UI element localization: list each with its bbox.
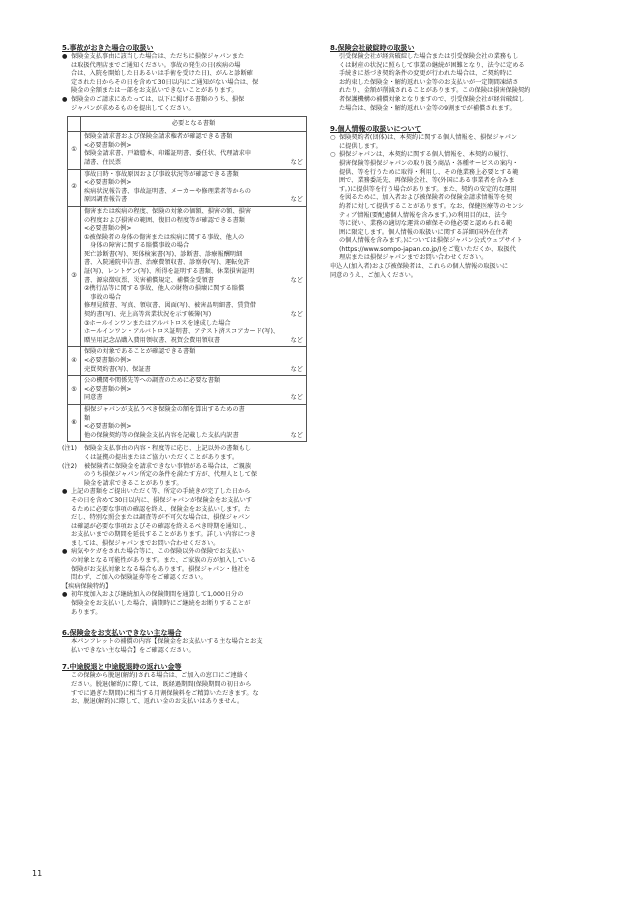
row-content	[81, 404, 307, 441]
text-line: お、脱退(解約)に際して、返れい金のお支払いはありません。	[71, 698, 244, 706]
text-line: 囲に限定します。個人情報の取扱いに関する詳細(国外在住者	[339, 228, 508, 236]
text-line: 険金を請求できることがあります。	[84, 479, 183, 487]
cell-line	[84, 159, 303, 168]
bullet-mark: ●	[62, 488, 68, 496]
table-body	[68, 132, 307, 442]
text-line: あります。	[71, 608, 102, 616]
bullet-mark: ○	[330, 151, 336, 159]
text-line: 者保護機構の補償対象となりますので、引受保険会社が経営破綻し	[339, 95, 525, 103]
text-line: れたり、金額が削減されることがあります。この保険は損害保険契約	[339, 87, 531, 95]
cell-text: 書、源泉徴収票、災害補償規定、補償金受領書	[84, 276, 214, 284]
text-line: の対象となる可能性があります。また、ご家族の方が加入している	[71, 557, 257, 565]
cell-text: 身体の障害に関する賠償事故の場合	[84, 242, 190, 250]
text-line: 病気やケガをされた場合等に、この保険以外の保険でお支払い	[71, 548, 245, 556]
text-line: 払いできない主な場合】をご確認ください。	[71, 646, 195, 654]
text-line: 保険がお支払対象となる場合もあります。損保ジャパン・他社を	[71, 565, 250, 573]
table-row	[68, 347, 307, 376]
row-content	[81, 347, 307, 376]
cell-line	[84, 386, 303, 395]
row-number: ⑥	[68, 404, 81, 441]
cell-line	[84, 150, 303, 159]
text-line: 保険金支払事由の内容・程度等に応じ、上記以外の書類もし	[84, 445, 252, 453]
bullet-item	[62, 488, 310, 548]
text-line: だし、特別な照会または調査等が不可欠な場合は、損保ジャパン	[71, 514, 251, 522]
section-6-body	[62, 638, 310, 655]
text-line: るために必要な事項の確認を終え、保険金をお支払いします。た	[71, 505, 251, 513]
section-7-body	[62, 672, 310, 706]
cell-line	[84, 179, 303, 188]
text-line: 保険契約者(団体)は、本契約に関する個人情報を、損保ジャパン	[339, 134, 517, 142]
text-line: ジャパンが求めるものを提出してください。	[71, 104, 195, 112]
cell-text: 売買契約書(写)、保証書	[84, 365, 151, 373]
section-8-body	[330, 53, 578, 113]
text-line: すでに過ぎた期間)に相当する月割保険料をご精算いただきます。な	[71, 689, 259, 697]
cell-text: ホールインワン・アルバトロス証明書、アテスト済スコアカード(写)、	[84, 328, 280, 336]
text-line: くは証拠の提出またはご協力いただくことがあります。	[84, 453, 239, 461]
text-line: 保険金支払事由に該当した場合は、ただちに損保ジャパンまた	[71, 53, 245, 60]
etc-mark: など	[290, 158, 303, 166]
text-line: 上記の書類をご提出いただく等、所定の手続きが完了した日から	[71, 488, 251, 496]
s9-bullet-2	[330, 151, 578, 263]
row-number: ⑤	[68, 376, 81, 405]
cell-text: ②携行品等に関する事故、他人の財物の損壊に関する賠償	[84, 285, 245, 293]
text-line: 手続きに基づき契約条件の変更が行われた場合は、ご契約時に	[339, 70, 513, 78]
text-line: 損保ジャパンは、本契約に関する個人情報を、本契約の履行、	[339, 151, 513, 159]
s5-bullet-2	[62, 96, 310, 113]
etc-mark: など	[290, 196, 303, 204]
text-line: は確認が必要な事項およびその確認を終えるべき時期を通知し、	[71, 522, 251, 530]
bullet-body	[71, 548, 310, 582]
cell-line	[84, 208, 303, 217]
etc-mark: など	[290, 394, 303, 402]
section-6-title: 6.保険金をお支払いできない主な場合	[62, 629, 182, 638]
row-number: ④	[68, 347, 81, 376]
cell-line	[84, 348, 303, 357]
right-column	[330, 44, 578, 280]
table-header-title: 必要となる書類	[81, 117, 307, 132]
cell-text: <必要書類の例>	[84, 385, 132, 393]
cell-line	[84, 415, 303, 424]
cell-text: 請書、住民票	[84, 158, 122, 166]
text-line: ティブ情報(要配慮個人情報を含みます。)の利用目的は、法令	[339, 211, 507, 219]
text-line: 初年度加入および継続加入の保険期間を通算して1,000日分の	[71, 591, 244, 599]
cell-line	[84, 268, 303, 277]
cell-line	[84, 337, 303, 346]
bullet-item	[62, 548, 310, 582]
text-line: 問わず、ご加入の保険証券等をご確認ください。	[71, 574, 207, 582]
cell-line	[84, 234, 303, 243]
cell-text: 同意書	[84, 394, 103, 402]
row-content	[81, 376, 307, 405]
text-line: この保険から脱退(解約)される場合は、ご加入の窓口にご連絡く	[71, 672, 250, 680]
cell-text: 保険の対象であることが確認できる書類	[84, 348, 196, 356]
cell-text: 事故日時・事故原因および事故状況等が確認できる書類	[84, 170, 239, 178]
text-line: 申込人(加入者)および被保険者は、これらの個人情報の取扱いに	[330, 263, 509, 271]
cell-text: 傷害または疾病の程度、保険の対象の価額、損害の額、損害	[84, 207, 252, 215]
page-number: 11	[32, 869, 43, 878]
cell-line	[84, 259, 303, 268]
bullet-mark: ●	[62, 53, 68, 60]
table-row	[68, 132, 307, 169]
note-item	[62, 445, 310, 462]
row-number: ③	[68, 206, 81, 347]
note-body	[84, 445, 310, 462]
cell-line	[84, 302, 303, 311]
text-line: 保険金のご請求にあたっては、以下に掲げる書類のうち、損保	[71, 95, 245, 103]
s9-consent-text	[330, 263, 578, 280]
section-7-title: 7.中途脱退と中途脱退時の返れい金等	[62, 663, 182, 672]
cell-line	[84, 133, 303, 142]
cell-line	[84, 277, 303, 286]
s9-b2-body	[339, 151, 578, 263]
cell-text: 保険金請求書および保険金請求権者が確認できる書類	[84, 133, 233, 141]
row-content	[81, 132, 307, 169]
text-line: (https://www.sompo-japan.co.jp/)をご覧いただくか、取扱代	[339, 245, 516, 253]
special-clause-body	[71, 591, 310, 617]
text-line: た場合は、保険金・解約返れい金等の9割までが補償されます。	[339, 104, 516, 112]
bullet-mark: ●	[62, 548, 68, 556]
cell-line	[84, 217, 303, 226]
cell-line	[84, 423, 303, 432]
text-line: 理店または損保ジャパンまでお問い合わせください。	[339, 254, 488, 262]
cell-line	[84, 377, 303, 386]
text-line: に提供します。	[339, 142, 382, 150]
text-line: のうち損保ジャパン所定の条件を満たす方が、代理人として保	[84, 471, 258, 479]
special-clause-label: 【疾病保険特約】	[62, 582, 112, 590]
section-8-title: 8.保険会社破綻時の取扱い	[330, 44, 415, 52]
table-header-row	[68, 117, 307, 132]
bullet-mark: ●	[62, 95, 68, 103]
text-line: お支払いまでの期間を延長することがあります。詳しい内容につき	[71, 531, 257, 539]
note-item	[62, 463, 310, 489]
s9-b1-body	[339, 134, 578, 151]
cell-line	[84, 171, 303, 180]
s5-bullets-extra	[62, 488, 310, 583]
cell-text: 損保ジャパンが支払うべき保険金の額を算出するための書	[84, 405, 245, 413]
text-line: 険金の全額または一部をお支払いできないことがあります。	[71, 87, 238, 95]
cell-text: 書、入院通院申告書、治療費領収書、診察券(写)、運転免許	[84, 259, 250, 267]
required-documents-table	[67, 116, 307, 442]
cell-text: <必要書類の例>	[84, 141, 132, 149]
table-row	[68, 376, 307, 405]
cell-text: <必要書類の例>	[84, 179, 132, 187]
cell-text: 証(写)、レントゲン(写)、所得を証明する書類、休業損害証明	[84, 268, 255, 276]
cell-text: 保険金請求書、戸籍謄本、印鑑証明書、委任状、代理請求申	[84, 150, 252, 158]
cell-text: 修理見積書、写真、領収書、図面(写)、被害品明細書、賃貸借	[84, 302, 256, 310]
cell-line	[84, 432, 303, 441]
bullet-mark: ○	[330, 134, 336, 142]
table-row	[68, 169, 307, 206]
cell-line	[84, 328, 303, 337]
row-content	[81, 169, 307, 206]
text-line: その日を含めて30日以内に、損保ジャパンが保険金をお支払いす	[71, 496, 252, 504]
text-line: くは財産の状況に照らして事業の継続が困難となり、法令に定める	[339, 61, 525, 69]
text-line: ましては、損保ジャパンまでお問い合わせください。	[71, 539, 220, 547]
bullet-body	[71, 488, 310, 548]
text-line: 提供、等を行うために取得・利用し、その他業務上必要とする範	[339, 168, 519, 176]
cell-line	[84, 357, 303, 366]
cell-line	[84, 242, 303, 251]
etc-mark: など	[290, 431, 303, 439]
cell-text: 公の機関や関係先等への調査のために必要な書類	[84, 377, 221, 385]
note-body	[84, 463, 310, 489]
text-line: は取扱代理店までご通知ください。事故の発生の日(疾病の場	[71, 61, 241, 69]
cell-text: 死亡診断書(写)、死体検案書(写)、診断書、診療報酬明細	[84, 250, 243, 258]
row-number: ②	[68, 169, 81, 206]
s9-bullet-1	[330, 134, 578, 151]
section-5-title: 5.事故がおきた場合の取扱い	[62, 44, 154, 52]
text-line: 損害保険等損保ジャパンの取り扱う商品・各種サービスの案内・	[339, 159, 519, 167]
left-column	[62, 44, 310, 707]
text-line: 被保険者に保険金を請求できない事情がある場合は、ご親族	[84, 462, 252, 470]
text-line: 約者に対して提供することがあります。なお、保健医療等のセンシ	[339, 202, 524, 210]
text-line: す。)に提供等を行う場合があります。また、契約の安定的な運用	[339, 185, 517, 193]
etc-mark: など	[290, 365, 303, 373]
cell-text: 契約書(写)、売上高等営業状況を示す帳簿(写)	[84, 311, 212, 319]
cell-text: 事故の場合	[84, 293, 122, 301]
cell-line	[84, 225, 303, 234]
etc-mark: など	[290, 276, 303, 284]
cell-line	[84, 394, 303, 403]
s5-b1-body	[71, 53, 310, 96]
text-line: お約束した保険金・解約返れい金等のお支払いが一定期間凍結さ	[339, 78, 519, 86]
cell-line	[84, 285, 303, 294]
cell-line	[84, 406, 303, 415]
row-content	[81, 206, 307, 347]
cell-text: 類	[84, 414, 91, 422]
cell-text: <必要書類の例>	[84, 357, 132, 364]
text-line: ださい。脱退(解約)に際しては、既経過期間(保険期間の初日から	[71, 681, 252, 688]
text-line: 囲で、業務委託先、再保険会社、等(外国にある事業者を含みま	[339, 177, 515, 185]
text-line: の個人情報を含みます。)については損保ジャパン公式ウェブサイト	[339, 237, 523, 245]
table-row	[68, 206, 307, 347]
cell-text: <必要書類の例>	[84, 423, 132, 431]
cell-line	[84, 366, 303, 375]
text-line: 保険金をお支払いした場合、満期時にご継続をお断りすることが	[71, 600, 251, 608]
note-mark: (注1)	[62, 445, 77, 453]
notes-block	[62, 445, 310, 488]
text-line: を図るために、加入者および被保険者の保険金請求情報等を契	[339, 194, 513, 202]
cell-line	[84, 196, 303, 205]
table-row	[68, 404, 307, 441]
note-mark: (注2)	[62, 462, 77, 470]
text-line: 同意のうえ、ご加入ください。	[330, 271, 417, 279]
bullet-mark: ●	[62, 591, 68, 599]
cell-line	[84, 311, 303, 320]
cell-text: ③ホールインワンまたはアルバトロスを達成した場合	[84, 319, 231, 327]
etc-mark: など	[290, 336, 303, 344]
cell-text: 原因調査報告書	[84, 196, 128, 204]
text-line: 合は、入院を開始した日あるいは手術を受けた日)、がんと診断確	[71, 70, 253, 78]
section-9-title: 9.個人情報の取扱いについて	[330, 125, 422, 134]
etc-mark: など	[290, 311, 303, 319]
text-line: 等に従い、業務の適切な運営の確保その他必要と認められる範	[339, 220, 513, 228]
cell-text: 疾病状況報告書、事故証明書、メーカーや修理業者等からの	[84, 187, 251, 195]
cell-text: の程度および損害の範囲、復旧の程度等が確認できる書類	[84, 216, 245, 224]
cell-line	[84, 320, 303, 329]
text-line: 引受保険会社が経営破綻した場合または引受保険会社の業務もし	[339, 53, 519, 60]
table-header-empty	[68, 117, 81, 132]
special-clause-bullet	[62, 591, 310, 617]
cell-text: 贈呈用記念品購入費用領収書、祝賀会費用領収書	[84, 336, 221, 344]
cell-text: <必要書類の例>	[84, 225, 132, 233]
s5-b2-body	[71, 96, 310, 113]
row-number: ①	[68, 132, 81, 169]
text-line: 本パンフレットの補償の内容【保険金をお支払いする主な場合とお支	[71, 638, 263, 646]
cell-text: 他の保険契約等の保険金支払内容を記載した支払内訳書	[84, 431, 239, 439]
s5-bullet-1	[62, 53, 310, 96]
text-line: 定された日からその日を含めて30日以内にご通知がない場合は、保	[71, 78, 259, 86]
cell-text: ①被保険者の身体の傷害または疾病に関する事故、他人の	[84, 233, 245, 241]
